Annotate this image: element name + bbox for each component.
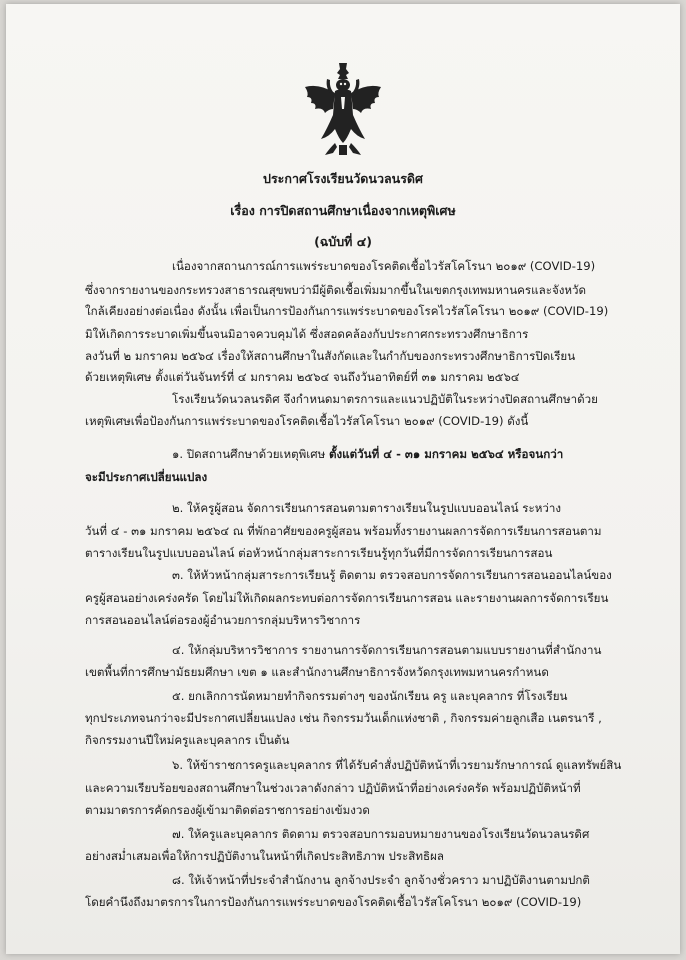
intro2-line: โรงเรียนวัดนวลนรดิศ จึงกำหนดมาตรการและแนวปฏิบัติในระหว่างปิดสถานศึกษาด้วย	[172, 392, 598, 406]
measure-item-4: ๔. ให้กลุ่มบริหารวิชาการ รายงานการจัดการเรียนการสอนตามแบบรายงานที่สำนักงาน	[172, 643, 602, 657]
intro-line: ลงวันที่ ๒ มกราคม ๒๕๖๔ เรื่องให้สถานศึกษาในสังกัดและในกำกับของกระทรวงศึกษาธิการปิดเรียน	[85, 349, 576, 363]
measure-item-5-cont: กิจกรรมงานปีใหม่ครูและบุคลากร เป็นต้น	[85, 733, 290, 747]
measure-item-3: ๓. ให้หัวหน้ากลุ่มสาระการเรียนรู้ ติดตาม ตรวจสอบการจัดการเรียนการสอนออนไลน์ของ	[172, 568, 612, 582]
intro-line: เนื่องจากสถานการณ์การแพร่ระบาดของโรคติดเชื้อไวรัสโคโรนา ๒๐๑๙ (COVID-19)	[172, 259, 596, 273]
measure-item-8-cont: โดยคำนึงถึงมาตรการในการป้องกันการแพร่ระบาดของโรคติดเชื้อไวรัสโคโรนา ๒๐๑๙ (COVID-19)	[85, 895, 582, 909]
intro-line: ซึ่งจากรายงานของกระทรวงสาธารณสุขพบว่ามีผู้ติดเชื้อเพิ่มมากขึ้นในเขตกรุงเทพมหานครและจังหวัด	[85, 283, 587, 297]
measure-item-2-cont: วันที่ ๔ - ๓๑ มกราคม ๒๕๖๔ ณ ที่พักอาศัยของครูผู้สอน พร้อมทั้งรายงานผลการจัดการเรียนการสอนตาม	[85, 524, 602, 538]
intro2-line: เหตุพิเศษเพื่อป้องกันการแพร่ระบาดของโรคติดเชื้อไวรัสโคโรนา ๒๐๑๙ (COVID-19) ดังนี้	[85, 414, 529, 428]
measure-item-7-cont: อย่างสม่ำเสมอเพื่อให้การปฏิบัติงานในหน้าที่เกิดประสิทธิภาพ ประสิทธิผล	[85, 849, 444, 863]
measure-item-6-cont: และความเรียบร้อยของสถานศึกษาในช่วงเวลาดังกล่าว ปฏิบัติหน้าที่อย่างเคร่งครัด พร้อมปฏิบัติหน้าที่	[85, 781, 581, 795]
measure-item-3-cont: ครูผู้สอนอย่างเคร่งครัด โดยไม่ให้เกิดผลกระทบต่อการจัดการเรียนการสอน และรายงานผลการจัดการเรียน	[85, 591, 609, 605]
garuda-emblem-icon	[299, 59, 387, 159]
measure-item-1-text: ๑. ปิดสถานศึกษาด้วยเหตุพิเศษ	[172, 447, 329, 461]
measure-item-8: ๘. ให้เจ้าหน้าที่ประจำสำนักงาน ลูกจ้างประจำ ลูกจ้างชั่วคราว มาปฏิบัติงานตามปกติ	[172, 873, 590, 887]
intro-line: ด้วยเหตุพิเศษ ตั้งแต่วันจันทร์ที่ ๔ มกราคม ๒๕๖๔ จนถึงวันอาทิตย์ที่ ๓๑ มกราคม ๒๕๖๔	[85, 370, 520, 384]
measure-item-1	[172, 446, 563, 462]
measure-item-4-cont: เขตพื้นที่การศึกษามัธยมศึกษา เขต ๑ และสำนักงานศึกษาธิการจังหวัดกรุงเทพมหานครกำหนด	[85, 665, 549, 679]
measure-item-1-cont: จะมีประกาศเปลี่ยนแปลง	[85, 470, 208, 484]
measure-item-7: ๗. ให้ครูและบุคลากร ติดตาม ตรวจสอบการมอบหมายงานของโรงเรียนวัดนวลนรดิศ	[172, 827, 590, 841]
measure-item-2-cont: ตารางเรียนในรูปแบบออนไลน์ ต่อหัวหน้ากลุ่มสาระการเรียนรู้ทุกวันที่มีการจัดการเรียนการสอน	[85, 546, 553, 560]
announcement-issue-number: (ฉบับที่ ๔)	[314, 234, 372, 249]
announcement-subject: เรื่อง การปิดสถานศึกษาเนื่องจากเหตุพิเศษ	[230, 203, 456, 218]
intro-line: ใกล้เคียงอย่างต่อเนื่อง ดังนั้น เพื่อเป็นการป้องกันการแพร่ระบาดของโรคไวรัสโคโรนา ๒๐๑๙ (COVID-19)	[85, 304, 609, 318]
measure-item-3-cont: การสอนออนไลน์ต่อรองผู้อำนวยการกลุ่มบริหารวิชาการ	[85, 613, 361, 627]
measure-item-1-date: ตั้งแต่วันที่ ๔ - ๓๑ มกราคม ๒๕๖๔ หรือจนกว่า	[328, 447, 564, 461]
measure-item-6-cont: ตามมาตรการคัดกรองผู้เข้ามาติดต่อราชการอย่างเข้มงวด	[85, 803, 370, 817]
document-page	[6, 4, 680, 954]
announcement-title: ประกาศโรงเรียนวัดนวลนรดิศ	[263, 171, 423, 186]
measure-item-5: ๕. ยกเลิกการนัดหมายทำกิจกรรมต่างๆ ของนักเรียน ครู และบุคลากร ที่โรงเรียน	[172, 689, 568, 703]
measure-item-2: ๒. ให้ครูผู้สอน จัดการเรียนการสอนตามตารางเรียนในรูปแบบออนไลน์ ระหว่าง	[172, 501, 562, 515]
intro-line: มิให้เกิดการระบาดเพิ่มขึ้นจนมิอาจควบคุมได้ ซึ่งสอดคล้องกับประกาศกระทรวงศึกษาธิการ	[85, 327, 529, 341]
measure-item-5-cont: ทุกประเภทจนกว่าจะมีประกาศเปลี่ยนแปลง เช่น กิจกรรมวันเด็กแห่งชาติ , กิจกรรมค่ายลูกเสือ เนตรนารี ,	[85, 711, 602, 725]
measure-item-6: ๖. ให้ข้าราชการครูและบุคลากร ที่ได้รับคำสั่งปฏิบัติหน้าที่เวรยามรักษาการณ์ ดูแลทรัพย์สิน	[172, 758, 622, 772]
